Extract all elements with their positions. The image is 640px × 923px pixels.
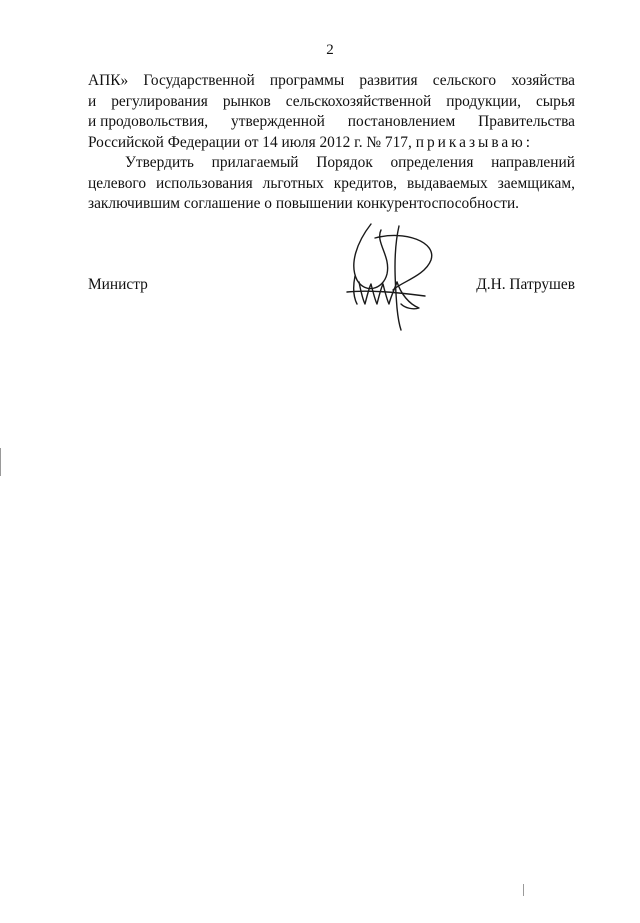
word: утвержденной [231, 113, 325, 130]
word: развития [359, 72, 418, 89]
order-word: приказываю: [415, 133, 534, 151]
paragraph-decision [88, 153, 575, 215]
signer-name: Д.Н. Патрушев [476, 276, 575, 293]
word: определения [390, 154, 474, 171]
word: продукции, [446, 92, 521, 110]
scan-edge-mark [0, 448, 1, 476]
word: Правительства [478, 113, 575, 130]
paragraph-legal-basis [88, 71, 575, 153]
line-text: заключившим соглашение о повышении конкурентоспособности. [88, 195, 520, 212]
scan-edge-mark [523, 884, 524, 896]
signature-stroke [354, 276, 397, 304]
word: постановлением [347, 113, 456, 130]
handwritten-signature [335, 212, 445, 332]
line-text: Российской Федерации от 14 июля 2012 г. № 717, [88, 133, 416, 151]
text-line [88, 71, 575, 92]
word: сырья [535, 92, 575, 110]
word: и [88, 92, 97, 110]
word: выдаваемых [406, 174, 488, 192]
word: льготных [262, 174, 324, 192]
word: использования [156, 174, 253, 192]
word: Государственной [143, 72, 255, 89]
text-line [88, 194, 575, 215]
text-line [88, 153, 575, 174]
text-line [88, 174, 575, 195]
word: целевого [88, 174, 147, 192]
word: и продовольствия, [88, 113, 209, 130]
text-line [88, 133, 575, 154]
signature-stroke [395, 226, 401, 330]
word: заемщикам, [497, 174, 575, 192]
signer-position: Министр [88, 276, 148, 293]
page-number: 2 [326, 42, 334, 58]
word: сельскохозяйственной [285, 92, 432, 110]
word: кредитов, [333, 174, 397, 192]
document-body [88, 71, 575, 215]
text-line [88, 112, 575, 133]
word: прилагаемый [211, 154, 299, 171]
word: сельского [432, 72, 497, 89]
word: направлений [491, 154, 575, 171]
word: хозяйства [511, 72, 575, 89]
word: Утвердить [125, 154, 194, 171]
word: АПК» [88, 72, 129, 89]
word: регулирования [111, 92, 208, 110]
word: Порядок [316, 154, 373, 171]
word: программы [269, 72, 345, 89]
text-line [88, 92, 575, 113]
signature-stroke [354, 224, 388, 289]
word: рынков [222, 92, 271, 110]
